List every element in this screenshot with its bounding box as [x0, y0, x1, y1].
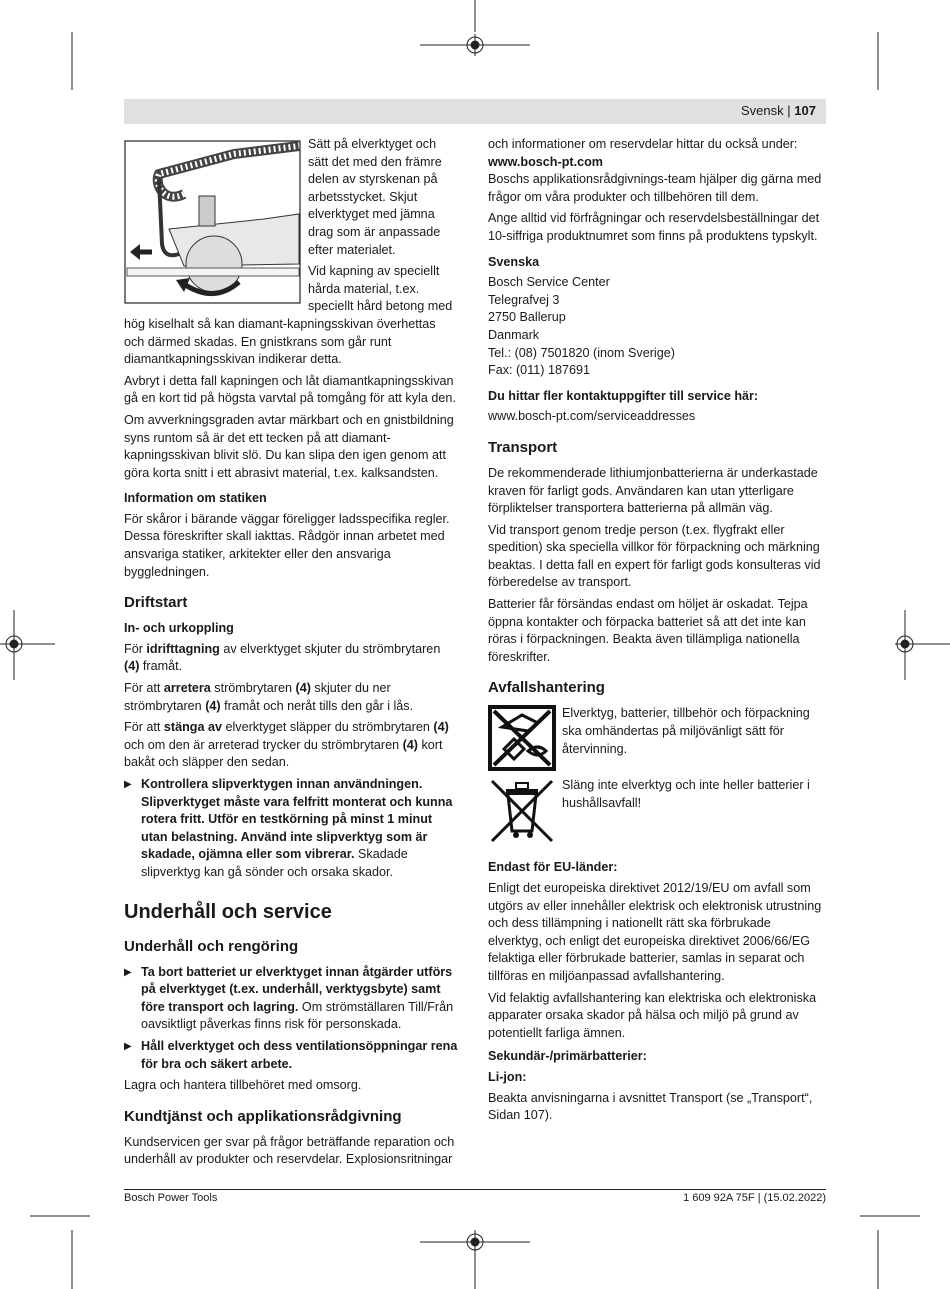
- more-contacts-heading: Du hittar fler kontaktuppgifter till service här:: [488, 388, 759, 403]
- maintenance-heading: Underhåll och service: [124, 900, 332, 923]
- intro-paragraph-1: Sätt på elverktyget och sätt det med den främre delen av styrskenan på arbetsstycket. Skjut elverktyget med jämna drag som är anpassade efter materialet.: [308, 137, 442, 257]
- cleaning-heading: Underhåll och rengöring: [124, 937, 299, 955]
- service-addresses-url: www.bosch-pt.com/serviceaddresses: [488, 409, 696, 424]
- page-header: [741, 103, 816, 118]
- page-number: 107: [794, 103, 816, 118]
- header-language: Svensk: [741, 103, 784, 118]
- lijon-text: Beakta anvisningarna i avsnittet Transport (se „Transport“, Sidan 107).: [488, 1090, 813, 1123]
- service-text: Kundservicen ger svar på frågor beträffande reparation och underhåll av produkter och reservdelar. Explosionsritningar: [124, 1134, 455, 1167]
- driftstart-heading: Driftstart: [124, 594, 188, 612]
- avfall-text-2: Släng inte elverktyg och inte heller batterier i hushållsavfall!: [562, 778, 810, 811]
- lock-text: För att arretera strömbrytaren (4) skjuter du ner strömbrytaren (4) framåt och neråt tills den går i lås.: [124, 681, 414, 713]
- transport-heading: Transport: [488, 438, 558, 456]
- footer-divider: [124, 1189, 826, 1190]
- continued-text: och informationer om reservdelar hittar du också under:: [488, 137, 798, 151]
- bullet-arrow-icon: ▶: [124, 779, 132, 790]
- right-column: [488, 136, 826, 1129]
- bullet-arrow-icon: ▶: [124, 1040, 132, 1052]
- bullet-keep-clean: ▶ Håll elverktyget och dess ventilationsöppningar rena för bra och säkert arbete.: [124, 1038, 458, 1071]
- transport-paragraph-3: Batterier får försändas endast om höljet är oskadat. Tejpa öppna kontakter och förpacka batteriet så att det inte kan röras i förpackningen. Beakta även tillämpliga nationella föreskrifter.: [488, 597, 808, 664]
- tool-illustration: [124, 134, 304, 304]
- transport-paragraph-2: Vid transport genom tredje person (t.ex. flygfrakt eller spedition) ska speciella villkor för förpackning och märkning beaktas. I detta fall en expert för farligt gods konsulteras vid förberedelse av transport.: [488, 522, 821, 590]
- bosch-url: www.bosch-pt.com: [488, 154, 603, 169]
- switch-off-text: För att stänga av elverktyget släpper du strömbrytaren (4) och om den är arreterad trycker du strömbrytaren (4) kort bakåt och släpper den sedan.: [124, 720, 449, 770]
- store-text: Lagra och hantera tillbehöret med omsorg.: [124, 1078, 362, 1093]
- intro-paragraph-2: Vid kapning av speciellt hårda material, t.ex. speciellt hård betong med hög kiselhalt så kan diamant-kapningsskivan överhettas och därmed skadas. En gnistkrans som går runt diamantkapningsskivan indikerar detta.: [124, 264, 453, 367]
- service-heading: Kundtjänst och applikationsrådgivning: [124, 1107, 402, 1125]
- statik-text: För skåror i bärande väggar föreligger ladsspecifika regler. Dessa föreskrifter skall iakttas. Rådgör innan arbetet med ansvariga statiker, arkitekter eller den ansvariga byggledningen.: [124, 511, 450, 579]
- service-address: Bosch Service Center Telegrafvej 3 2750 Ballerup Danmark Tel.: (08) 7501820 (inom Sverige) Fax: (011) 187691: [488, 275, 675, 378]
- inurk-heading: In- och urkoppling: [124, 621, 234, 636]
- left-column: [124, 136, 459, 1173]
- eu-text-1: Enligt det europeiska direktivet 2012/19/EU om avfall som utgörs av eller innehåller elektrisk och elektronisk utrustning och dess tillämpning i nationellt rätt ska förbrukade elverktyg, och enligt det europeiska direktivet 2006/66/EG felaktiga eller förbrukade batterier, samlas in separat och tillföras en miljöanpassad avfallshantering.: [488, 881, 822, 983]
- bullet-remove-battery: ▶ Ta bort batteriet ur elverktyget innan åtgärder utförs på elverktyget (t.ex. underhåll, verktygsbyte) samt före transport och lagring. Om strömställaren Till/Från oavsiktligt påverkas finns risk för personskada.: [124, 964, 454, 1032]
- intro-paragraph-4: Om avverkningsgraden avtar märkbart och en gnistbildning syns runtom så är det ett tecken på att diamant-kapningsskivan blivit slö. Du kan slipa den igen genom att göra korta snitt i ett abrasivt material, t.ex. kalksandsten.: [124, 412, 454, 480]
- ange-text: Ange alltid vid förfrågningar och reservdelsbeställningar det 10-siffriga produktnumret som finns på produktens typskylt.: [488, 211, 820, 243]
- recycling-sorting-icon: [488, 705, 556, 771]
- footer-brand: Bosch Power Tools: [124, 1192, 218, 1204]
- sek-heading: Sekundär-/primärbatterier:: [488, 1049, 647, 1064]
- lijon-heading: Li-jon:: [488, 1069, 527, 1084]
- team-text: Boschs applikationsrådgivnings-team hjälper dig gärna med frågor om våra produkter och tillbehören till dem.: [488, 172, 822, 204]
- eu-heading: Endast för EU-länder:: [488, 860, 618, 875]
- switch-on-text: För idrifttagning av elverktyget skjuter du strömbrytaren (4) framåt.: [124, 641, 441, 674]
- crossed-bin-icon: [488, 777, 556, 843]
- transport-paragraph-1: De rekommenderade lithiumjonbatterierna är underkastade kraven för farligt gods. Användaren kan utan ytterligare förpliktelser transportera batterierna på allmän väg.: [488, 465, 818, 516]
- country-heading: Svenska: [488, 254, 540, 269]
- bullet-check-tools: ▶ Kontrollera slipverktygen innan användningen. Slipverktyget måste vara felfritt monterat och kunna rotera fritt. Utför en testkörning på minst 1 minut utan belastning. Använd inte slipverktyg som är skadade, ojämna eller som vibrerar. Skadade slipverktyg kan gå sönder och orsaka skador.: [124, 777, 453, 879]
- avfall-heading: Avfallshantering: [488, 679, 605, 697]
- eu-text-2: Vid felaktig avfallshantering kan elektriska och elektroniska apparater orsaka skador på hälsa och miljö på grund av potentiellt farliga ämnen.: [488, 990, 817, 1040]
- avfall-text-1: Elverktyg, batterier, tillbehör och förpackning ska omhändertas på miljövänligt sätt för återvinning.: [562, 706, 810, 756]
- footer-doc-number: 1 609 92A 75F | (15.02.2022): [683, 1192, 826, 1204]
- intro-paragraph-3: Avbryt i detta fall kapningen och låt diamantkapningsskivan gå en kort tid på högsta varvtal på tomgång för att kyla den.: [124, 373, 456, 406]
- statik-heading: Information om statiken: [124, 491, 267, 506]
- bullet-arrow-icon: ▶: [124, 966, 132, 978]
- header-separator: |: [787, 103, 791, 118]
- header-bar: [124, 99, 826, 124]
